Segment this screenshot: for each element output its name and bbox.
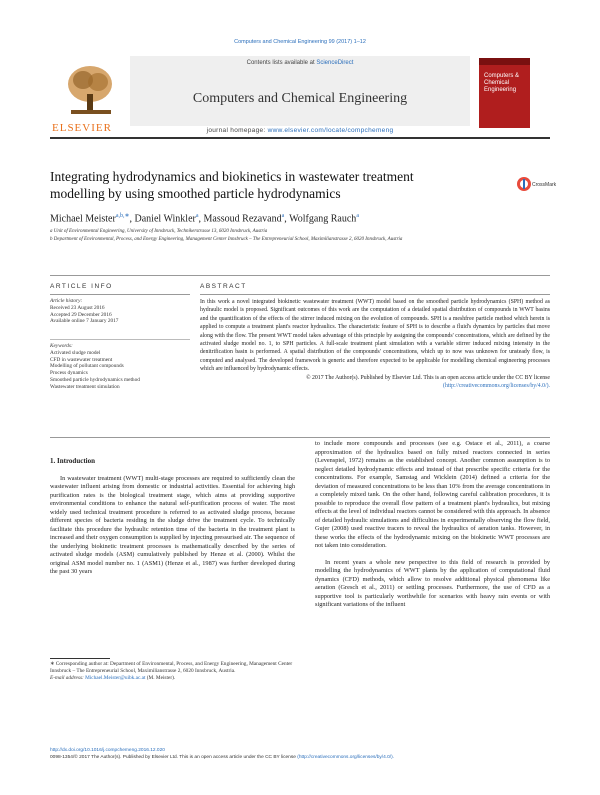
email-label: E-mail address: (50, 675, 86, 681)
article-info-divider (50, 339, 190, 340)
keyword: Process dynamics (50, 370, 88, 377)
keyword: Wastewater treatment simulation (50, 383, 120, 390)
abstract-heading: ABSTRACT (200, 283, 247, 290)
author-affiliation-marker: a (281, 213, 285, 219)
article-title: Integrating hydrodynamics and biokinetics in wastewater treatment modelling by using smoothed particle hydrodynamics (50, 169, 414, 201)
history-received: Received 23 August 2016 (50, 304, 105, 311)
corresponding-text: ∗ Corresponding author at: Department of Environmental, Process, and Energy Engineering, Management Center Innsbruck – The Entrepreneurial School, Maximilianstrasse 2, 6020 Innsbruck, Austria. (50, 661, 293, 674)
doi-link[interactable]: http://dx.doi.org/10.1016/j.compchemeng.2016.12.020 (50, 748, 165, 753)
history-label: Article history: (50, 298, 83, 304)
sciencedirect-link[interactable]: ScienceDirect (316, 60, 354, 66)
section-heading-introduction: 1. Introduction (50, 457, 95, 465)
abstract-copyright (200, 374, 550, 391)
body-paragraph: In wastewater treatment (WWT) multi-stage processes are required to sufficiently clean the wastewater influent arising from domestic or industrial activities. Essential for achieving high purification rates is the biological treatment stage, which aims at providing supportive environmental conditions to enhance the natural self-purification process of water. The most widely used technical treatment procedure is referred to as activated sludge process, because different species of bacteria residing in the sludge drive the treatment cycle. To technically facilitate this procedure the hydraulic retention time of the bacteria in the treatment plant is increased and their oxygen consumption is supplied by injecting pressurised air. The sequence of the underlying biokinetic treatment processes is mathematically described by the series of activated sludge models (ASM) cumulatively published by Henze et al. (2000). Whilst the original ASM model number no. 1 (ASM1) (Henze et al., 1987) was further developed during the past 30 years (50, 474, 295, 575)
journal-reference[interactable]: Computers and Chemical Engineering 99 (2017) 1–12 (234, 39, 366, 45)
issn-line: 0098-1354/© 2017 The Author(s). Published by Elsevier Ltd. This is an open access article under the CC BY license (50, 755, 296, 760)
article-history (50, 298, 190, 325)
footer-license-link[interactable]: (http://creativecommons.org/licenses/by/4.0/). (297, 755, 395, 760)
author-affiliation-marker: a (195, 213, 199, 219)
article-info-heading: ARTICLE INFO (50, 283, 113, 290)
license-link[interactable]: (http://creativecommons.org/licenses/by/4.0/). (443, 383, 550, 390)
author-name[interactable]: Daniel Winkler (134, 213, 196, 225)
body-column-right (315, 440, 550, 610)
journal-cover-thumbnail[interactable] (479, 58, 530, 128)
publisher-wordmark: ELSEVIER (52, 122, 112, 134)
crossmark-label: CrossMark (532, 182, 557, 188)
corresponding-author-footnote (50, 661, 295, 682)
keyword: CFD in wastewater treatment (50, 356, 113, 363)
footnote-rule (50, 658, 110, 659)
abstract-text: In this work a novel integrated biokinetic wastewater treatment (WWT) model based on the smoothed particle hydrodynamics (SPH) method as hydraulic model is proposed. Significant outcomes of this work are the computation of a detailed spatial distribution of compounds in WWT basins and the quantification of the effects of the stirrer induced mixing on the evolution of compounds. SPH is a meshfree particle method which herein is applied to compute a treatment plant's reactor hydraulics. The characteristic feature of SPH is to describe a fluid's dynamics by particles that move along with the flow. The present WWT model takes advantage of this principle by assigning the compounds' concentrations, which are defined by the activated sludge model no. 1, to SPH particles. A full-scale treatment plant simulation with a variable stirrer induced mixing intensity in the denitrification basin is performed. A spatial distribution of the compounds' concentrations, which up to now was unknown for unsteady flow, is computed and analysed. The developed framework is generic and therefore expected to be applicable for modelling chemical engineering processes which are influenced by hydrodynamic effects. (200, 299, 550, 373)
keyword: Smoothed particle hydrodynamics method (50, 376, 140, 383)
body-column-left (50, 457, 295, 577)
journal-homepage (130, 127, 470, 134)
elsevier-tree-logo (63, 62, 118, 120)
author-affiliation-marker: a (356, 213, 359, 219)
body-paragraph: In recent years a whole new perspective to this field of research is provided by modelling the hydrodynamics of WWT plants by the application of computational fluid dynamics (CFD) methods, which allow to resolve additional physical phenomena like aeration (Gresch et al., 2011) or settling processes. Furthermore, the use of CFD as a supportive tool is particularly worthwhile for scenarios with heavy rain events or with significant variations of the influent (315, 558, 550, 608)
author-list: Michael Meister$^{a,b,∗}$, Daniel Winkler$^a$, Massoud Rezavand$^a$, Wolfgang Rauch$^a$ (50, 213, 359, 225)
keyword: Activated sludge model (50, 349, 101, 356)
copyright-text: © 2017 The Author(s). Published by Elsevier Ltd. This is an open access article under the CC BY license (306, 374, 550, 381)
author-affiliation-marker: a,b,∗ (115, 213, 130, 219)
cover-strip (479, 58, 530, 65)
author-name[interactable]: Michael Meister (50, 213, 116, 225)
email-link[interactable]: Michael.Meister@uibk.ac.at (85, 675, 146, 681)
author-name[interactable]: Massoud Rezavand (203, 213, 282, 225)
keywords-label: Keywords: (50, 343, 73, 349)
email-suffix: (M. Meister). (145, 675, 176, 681)
homepage-link[interactable]: www.elsevier.com/locate/compchemeng (267, 127, 394, 134)
header-rule (50, 137, 550, 139)
keyword: Modelling of pollutant compounds (50, 363, 124, 370)
abstract-body (200, 298, 550, 390)
contents-line (130, 60, 470, 66)
affiliation-b: b Department of Environmental, Process, and Energy Engineering, Management Center Innsbruck – The Entrepreneurial School, Maximilianstrasse 2, 6020 Innsbruck, Austria (50, 237, 403, 242)
abstract-rule (200, 294, 550, 295)
history-accepted: Accepted 29 December 2016 (50, 311, 112, 318)
affiliation-a: a Unit of Environmental Engineering, University of Innsbruck, Technikerstrasse 13, 6020 Innsbruck, Austria (50, 229, 268, 234)
history-online: Available online 7 January 2017 (50, 318, 119, 325)
article-info-rule (50, 294, 190, 295)
cover-title: Computers & Chemical Engineering (484, 73, 520, 93)
homepage-prefix: journal homepage: (206, 127, 268, 134)
keywords-block (50, 343, 190, 391)
contents-prefix: Contents lists available at (246, 60, 317, 66)
body-paragraph: to include more compounds and processes (see e.g. Ostace et al., 2011), a coarse approximation of the hydraulics based on fully mixed reactors connected in series (Levenspiel, 1972) remains as the established concept. Another common assumption is to neglect detailed hydrodynamic effects and instead of that prescribe specific criteria for the concentrations. For example, Samstag and Wicklein (2014) defined a criteria for the deviation of measured concentrations to be less than 10% from the average concentrations in a completely mixed tank. On the other hand, following careful calibration procedures, it is possible to reproduce the overall flow pattern of a treatment plant's hydraulics, but mixing effects at the level of individual reactors cannot be considered with this approach. In absence of detailed hydraulic simulations and difficulties in experimentally observing the flow field, Gujer (2008) used reactive tracers to reveal the hydraulics of aeration tanks. However, in these works the effects of the hydrodynamic mixing on the biokinetic WWT processes are not taken into consideration. (315, 440, 550, 549)
journal-title: Computers and Chemical Engineering (192, 91, 408, 106)
abstract-bottom-rule (50, 437, 550, 438)
author-name[interactable]: Wolfgang Rauch (289, 213, 357, 225)
page-footer (50, 747, 550, 761)
section-rule (50, 275, 550, 276)
email-line (50, 675, 295, 682)
crossmark-icon[interactable] (516, 175, 557, 193)
